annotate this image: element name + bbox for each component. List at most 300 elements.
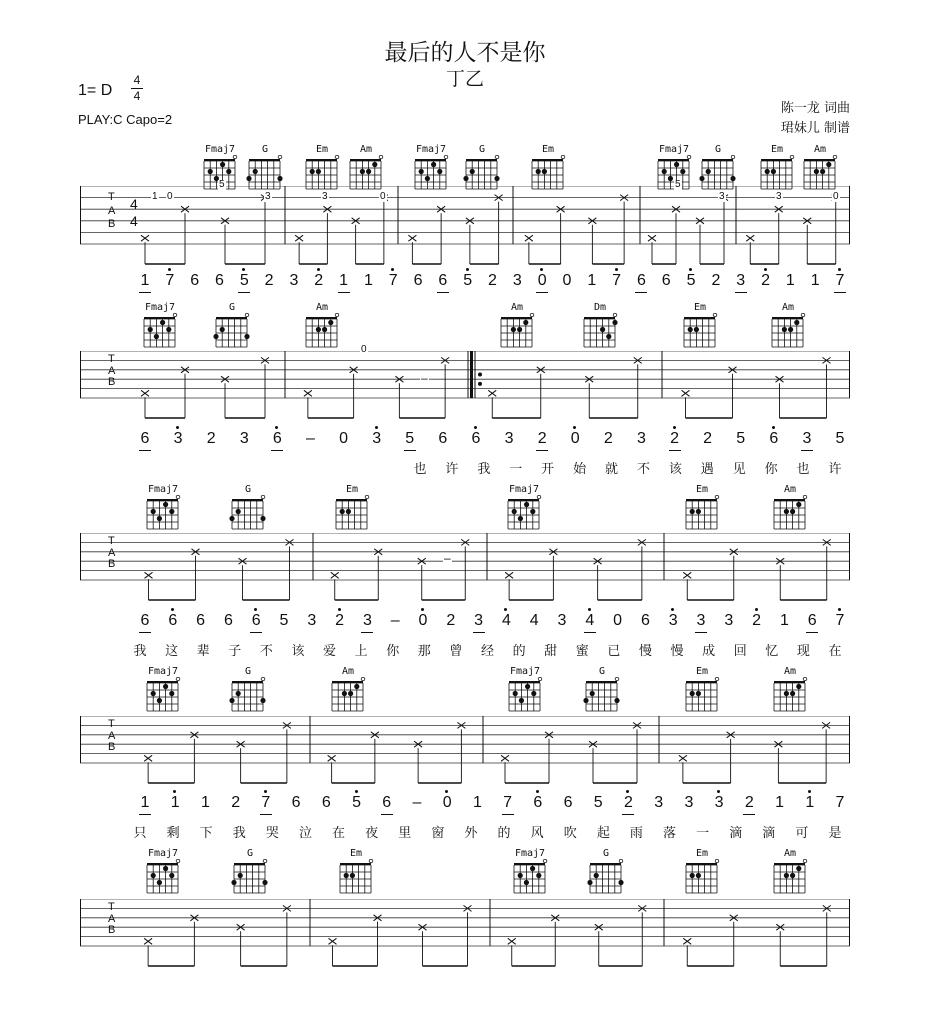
jianpu-digit: 2 — [231, 794, 241, 811]
fret-number: 5 — [219, 179, 225, 190]
jianpu-digit: 2 — [670, 430, 679, 447]
lyric-char: 该 — [668, 462, 682, 477]
jianpu-digit: 6 — [382, 794, 392, 811]
jianpu-digit: 2 — [711, 272, 721, 289]
lyric-char: 许 — [828, 462, 842, 477]
lyric-char: 里 — [398, 826, 412, 841]
jianpu-note — [165, 612, 181, 630]
underline-beam — [806, 632, 818, 633]
jianpu-note — [286, 272, 302, 290]
lyric-char: 蜜 — [575, 644, 589, 659]
jianpu-digit: 2 — [537, 430, 547, 447]
jianpu-digit: 5 — [463, 272, 473, 289]
jianpu-note — [269, 430, 285, 448]
jianpu-note — [637, 612, 653, 630]
jianpu-note — [336, 430, 352, 448]
lyric-char: 雨 — [629, 826, 643, 841]
octave-dot — [317, 268, 320, 271]
jianpu-note — [733, 430, 749, 448]
jianpu-digit: 3 — [557, 612, 567, 629]
underline-beam — [271, 450, 283, 451]
jianpu-digit: 7 — [165, 272, 175, 289]
jianpu-note — [772, 794, 788, 812]
jianpu-note — [409, 794, 425, 812]
jianpu-digit: 1 — [363, 272, 373, 289]
underline-beam — [502, 814, 514, 815]
chord-diagram — [586, 850, 626, 896]
jianpu-note — [228, 794, 244, 812]
lyric-char: 慢 — [638, 644, 652, 659]
underline-beam — [361, 632, 373, 633]
chord-name: Em — [695, 666, 709, 677]
chord-name: Em — [541, 144, 555, 155]
jianpu-note — [633, 272, 649, 290]
lyric-char: 该 — [291, 644, 305, 659]
chord-name: Am — [781, 302, 795, 313]
chord-grid — [504, 495, 544, 533]
jianpu-note — [633, 430, 649, 448]
lyric-char: 现 — [796, 644, 810, 659]
jianpu-digit: 6 — [438, 272, 448, 289]
chord-diagram — [510, 850, 550, 896]
jianpu-digit: 3 — [289, 272, 299, 289]
tab-clef-letter: A — [108, 546, 116, 559]
chord-name: G — [602, 848, 610, 859]
jianpu-note — [683, 272, 699, 290]
lyric-char: 也 — [413, 462, 427, 477]
chord-name: Fmaj7 — [514, 848, 546, 859]
jianpu-digit: 2 — [314, 272, 324, 289]
jianpu-digit: 0 — [570, 430, 580, 447]
jianpu-digit: 5 — [686, 272, 696, 289]
time-signature-bottom: 4 — [133, 89, 141, 103]
jianpu-note — [236, 430, 252, 448]
jianpu-note — [460, 272, 476, 290]
jianpu-note — [534, 272, 550, 290]
jianpu-digit: 0 — [537, 272, 547, 289]
rest-dash: – — [421, 371, 428, 385]
chord-diagram — [143, 668, 183, 714]
tab-clef-letter: T — [108, 901, 115, 914]
lyric-char: 只 — [133, 826, 147, 841]
chord-grid — [770, 859, 810, 897]
jianpu-note — [360, 272, 376, 290]
lyric-char: 吹 — [563, 826, 577, 841]
jianpu-digit: 6 — [196, 612, 206, 629]
underline-beam — [437, 292, 449, 293]
chord-grid — [332, 495, 372, 533]
underline-beam — [139, 814, 151, 815]
fret-number: 5 — [675, 179, 681, 190]
octave-dot — [466, 268, 469, 271]
jianpu-note — [359, 612, 375, 630]
underline-beam — [404, 450, 416, 451]
capo-info: PLAY:C Capo=2 — [78, 112, 173, 127]
jianpu-digit: 6 — [438, 430, 448, 447]
jianpu-note — [261, 272, 277, 290]
jianpu-note — [832, 612, 848, 630]
chord-diagram — [212, 304, 252, 350]
key-signature: 1= D — [78, 82, 113, 99]
lyric-char: 见 — [732, 462, 746, 477]
jianpu-digit: 6 — [272, 430, 282, 447]
jianpu-note — [832, 430, 848, 448]
jianpu-digit: 6 — [140, 430, 150, 447]
jianpu-digit: 1 — [810, 272, 820, 289]
jianpu-digit: 1 — [775, 794, 785, 811]
jianpu-digit: 3 — [696, 612, 706, 629]
chord-name: G — [714, 144, 722, 155]
fret-number: 3 — [776, 190, 782, 202]
underline-beam — [139, 450, 151, 451]
underline-beam — [381, 814, 393, 815]
chord-name: Em — [695, 484, 709, 495]
fret-number: 0 — [167, 190, 173, 202]
underline-beam — [536, 450, 548, 451]
jianpu-note — [302, 430, 318, 448]
chord-diagram — [302, 304, 342, 350]
octave-dot — [755, 608, 758, 611]
chord-grid — [230, 859, 270, 897]
jianpu-digit: 1 — [587, 272, 597, 289]
lyric-char: 你 — [386, 644, 400, 659]
jianpu-digit: 6 — [251, 612, 261, 629]
jianpu-note — [203, 430, 219, 448]
lyric-char: 我 — [133, 644, 147, 659]
lyric-char: 的 — [512, 644, 526, 659]
lyrics-line — [0, 640, 930, 658]
chord-name: Am — [813, 144, 827, 155]
jianpu-digit: 0 — [418, 612, 428, 629]
chord-grid — [582, 677, 622, 715]
chord-name: Am — [341, 666, 355, 677]
jianpu-note — [741, 794, 757, 812]
lyric-char: 哭 — [265, 826, 279, 841]
lyric-char: 下 — [199, 826, 213, 841]
chord-grid — [770, 495, 810, 533]
jianpu-digit: 6 — [413, 272, 423, 289]
jianpu-note — [288, 794, 304, 812]
chord-name: Fmaj7 — [509, 666, 541, 677]
jianpu-digit: 1 — [785, 272, 795, 289]
credit-lyrics-music: 陈一龙 词曲 — [780, 101, 850, 116]
lyric-char: 窗 — [431, 826, 445, 841]
chord-diagram — [504, 486, 544, 532]
jianpu-note — [236, 272, 252, 290]
jianpu-digit: 2 — [744, 794, 754, 811]
chord-grid — [302, 313, 342, 351]
lyric-char: 那 — [417, 644, 431, 659]
jianpu-notation — [0, 272, 930, 298]
chord-name: Fmaj7 — [147, 484, 179, 495]
chord-diagram — [580, 304, 620, 350]
chord-grid — [682, 677, 722, 715]
lyric-char: 滴 — [729, 826, 743, 841]
jianpu-digit: 6 — [636, 272, 646, 289]
song-title: 最后的人不是你 — [384, 40, 546, 66]
lyric-char: 一 — [696, 826, 710, 841]
underline-beam — [635, 292, 647, 293]
chord-diagram — [228, 486, 268, 532]
chord-name: G — [244, 484, 252, 495]
jianpu-digit: 6 — [769, 430, 779, 447]
chord-diagram — [140, 304, 180, 350]
chord-diagram — [336, 850, 376, 896]
jianpu-notation — [0, 612, 930, 638]
lyric-char: 我 — [232, 826, 246, 841]
jianpu-digit: 7 — [503, 794, 513, 811]
jianpu-notation — [0, 794, 930, 820]
tab-clef-letter: A — [108, 364, 116, 377]
chord-name: G — [478, 144, 486, 155]
jianpu-digit: – — [306, 430, 315, 447]
underline-beam — [834, 292, 846, 293]
chord-grid — [212, 313, 252, 351]
jianpu-note — [193, 612, 209, 630]
jianpu-digit: 3 — [636, 430, 646, 447]
lyric-char: 在 — [828, 644, 842, 659]
chord-name: G — [261, 144, 269, 155]
jianpu-note — [385, 272, 401, 290]
jianpu-note — [469, 794, 485, 812]
jianpu-digit: 1 — [140, 794, 150, 811]
underline-beam — [669, 450, 681, 451]
fret-number: 0 — [361, 344, 367, 355]
jianpu-digit: 6 — [563, 794, 573, 811]
jianpu-digit: 2 — [335, 612, 345, 629]
octave-dot — [474, 426, 477, 429]
octave-dot — [536, 790, 539, 793]
underline-beam — [473, 632, 485, 633]
octave-dot — [838, 268, 841, 271]
jianpu-digit: 2 — [761, 272, 770, 289]
chord-name: Em — [349, 848, 363, 859]
chord-diagram — [682, 850, 722, 896]
jianpu-note — [749, 612, 765, 630]
chord-grid — [505, 677, 545, 715]
chord-diagram — [143, 486, 183, 532]
tab-clef-letter: B — [108, 740, 116, 753]
chord-diagram — [328, 668, 368, 714]
lyric-char: 是 — [828, 826, 842, 841]
jianpu-note — [137, 612, 153, 630]
lyric-char: 成 — [702, 644, 716, 659]
octave-dot — [808, 790, 811, 793]
jianpu-note — [554, 612, 570, 630]
chord-grid — [143, 859, 183, 897]
chord-name: Am — [359, 144, 373, 155]
jianpu-note — [439, 794, 455, 812]
jianpu-note — [681, 794, 697, 812]
fret-number: 3 — [719, 190, 725, 202]
jianpu-note — [485, 272, 501, 290]
lyric-char: 始 — [573, 462, 587, 477]
jianpu-note — [443, 612, 459, 630]
jianpu-digit: 1 — [140, 272, 150, 289]
jianpu-digit: 0 — [442, 794, 452, 811]
chord-diagram — [768, 304, 808, 350]
jianpu-digit: 2 — [752, 612, 762, 629]
underline-beam — [260, 814, 272, 815]
fret-number: 1 — [152, 190, 158, 202]
tab-clef-letter: A — [108, 204, 116, 217]
jianpu-note — [402, 430, 418, 448]
chord-name: Am — [783, 484, 797, 495]
jianpu-digit: 3 — [654, 794, 664, 811]
jianpu-digit: 3 — [512, 272, 522, 289]
jianpu-note — [336, 272, 352, 290]
time-signature-top: 4 — [133, 73, 141, 87]
octave-dot — [772, 426, 775, 429]
jianpu-digit: 3 — [684, 794, 694, 811]
chord-diagram — [770, 486, 810, 532]
chord-grid — [510, 859, 550, 897]
jianpu-note — [498, 612, 514, 630]
octave-dot — [838, 608, 841, 611]
jianpu-digit: 0 — [613, 612, 623, 629]
chord-grid — [336, 859, 376, 897]
jianpu-note — [802, 794, 818, 812]
lyric-char: 甜 — [544, 644, 558, 659]
jianpu-digit: 6 — [640, 612, 650, 629]
jianpu-digit: 3 — [736, 272, 746, 289]
tab-clef-letter: T — [108, 190, 115, 203]
jianpu-digit: 3 — [372, 430, 382, 447]
jianpu-digit: 7 — [612, 272, 622, 289]
underline-beam — [622, 814, 634, 815]
jianpu-note — [311, 272, 327, 290]
lyrics-line — [0, 458, 930, 476]
tab-clef-letter: A — [108, 912, 116, 925]
lyric-char: 滴 — [762, 826, 776, 841]
chord-grid — [580, 313, 620, 351]
lyric-char: 一 — [509, 462, 523, 477]
tab-time-signature: 4 — [130, 196, 138, 212]
lyric-char: 辈 — [196, 644, 210, 659]
jianpu-note — [248, 612, 264, 630]
jianpu-note — [530, 794, 546, 812]
chord-diagram — [682, 486, 722, 532]
jianpu-note — [600, 430, 616, 448]
chord-name: Am — [315, 302, 329, 313]
jianpu-digit: 6 — [168, 612, 178, 629]
chord-diagram — [332, 486, 372, 532]
jianpu-note — [582, 612, 598, 630]
jianpu-note — [167, 794, 183, 812]
chord-name: Em — [695, 848, 709, 859]
lyric-char: 遇 — [700, 462, 714, 477]
jianpu-digit: 2 — [264, 272, 274, 289]
tab-clef-letter: B — [108, 557, 116, 570]
jianpu-note — [651, 794, 667, 812]
tab-clef-letter: B — [108, 375, 116, 388]
jianpu-digit: 3 — [714, 794, 724, 811]
lyric-char: 爱 — [323, 644, 337, 659]
chord-grid — [586, 859, 626, 897]
tab-time-signature: 4 — [130, 213, 138, 229]
jianpu-note — [304, 612, 320, 630]
chord-name: G — [598, 666, 606, 677]
underline-beam — [139, 632, 151, 633]
jianpu-digit: 2 — [206, 430, 216, 447]
octave-dot — [375, 426, 378, 429]
lyric-char: 已 — [607, 644, 621, 659]
lyric-char: 上 — [354, 644, 368, 659]
jianpu-note — [379, 794, 395, 812]
jianpu-digit: 5 — [736, 430, 746, 447]
jianpu-note — [197, 794, 213, 812]
lyric-char: 忆 — [765, 644, 779, 659]
jianpu-note — [162, 272, 178, 290]
lyric-char: 不 — [259, 644, 273, 659]
octave-dot — [588, 608, 591, 611]
jianpu-digit: 6 — [661, 272, 671, 289]
lyric-char: 夜 — [365, 826, 379, 841]
tab-clef-letter: T — [108, 718, 115, 731]
jianpu-digit: 3 — [362, 612, 372, 629]
lyric-char: 经 — [480, 644, 494, 659]
octave-dot — [764, 268, 767, 271]
chord-name: Fmaj7 — [147, 666, 179, 677]
tab-clef-letter: T — [108, 353, 115, 366]
jianpu-digit: 3 — [668, 612, 678, 629]
jianpu-digit: 7 — [388, 272, 398, 289]
jianpu-digit: 1 — [170, 794, 180, 811]
jianpu-digit: 6 — [215, 272, 224, 289]
chord-diagram — [228, 668, 268, 714]
chord-diagram — [505, 668, 545, 714]
underline-beam — [801, 450, 813, 451]
octave-dot — [421, 608, 424, 611]
jianpu-note — [170, 430, 186, 448]
underline-beam — [695, 632, 707, 633]
jianpu-note — [137, 430, 153, 448]
jianpu-note — [807, 272, 823, 290]
jianpu-note — [658, 272, 674, 290]
underline-beam — [139, 292, 151, 293]
jianpu-digit: 0 — [339, 430, 349, 447]
jianpu-note — [832, 272, 848, 290]
jianpu-digit: 3 — [504, 430, 514, 447]
jianpu-note — [187, 272, 203, 290]
jianpu-note — [708, 272, 724, 290]
lyric-char: 许 — [445, 462, 459, 477]
jianpu-note — [435, 430, 451, 448]
lyric-char: 泣 — [298, 826, 312, 841]
octave-dot — [264, 790, 267, 793]
jianpu-digit: – — [412, 794, 422, 811]
chord-grid — [497, 313, 537, 351]
chord-grid — [228, 677, 268, 715]
jianpu-note — [211, 272, 227, 290]
lyric-char: 外 — [464, 826, 478, 841]
chord-name: Am — [783, 666, 797, 677]
jianpu-note — [471, 612, 487, 630]
chord-grid — [328, 677, 368, 715]
jianpu-note — [799, 430, 815, 448]
tab-clef-letter: B — [108, 923, 116, 936]
jianpu-note — [700, 430, 716, 448]
jianpu-digit: 1 — [779, 612, 789, 629]
jianpu-digit: 6 — [321, 794, 331, 811]
jianpu-digit: 5 — [352, 794, 361, 811]
underline-beam — [338, 292, 350, 293]
jianpu-notation — [0, 430, 930, 456]
jianpu-note — [500, 794, 516, 812]
jianpu-note — [534, 430, 550, 448]
tab-staff — [80, 186, 852, 324]
octave-dot — [355, 790, 358, 793]
